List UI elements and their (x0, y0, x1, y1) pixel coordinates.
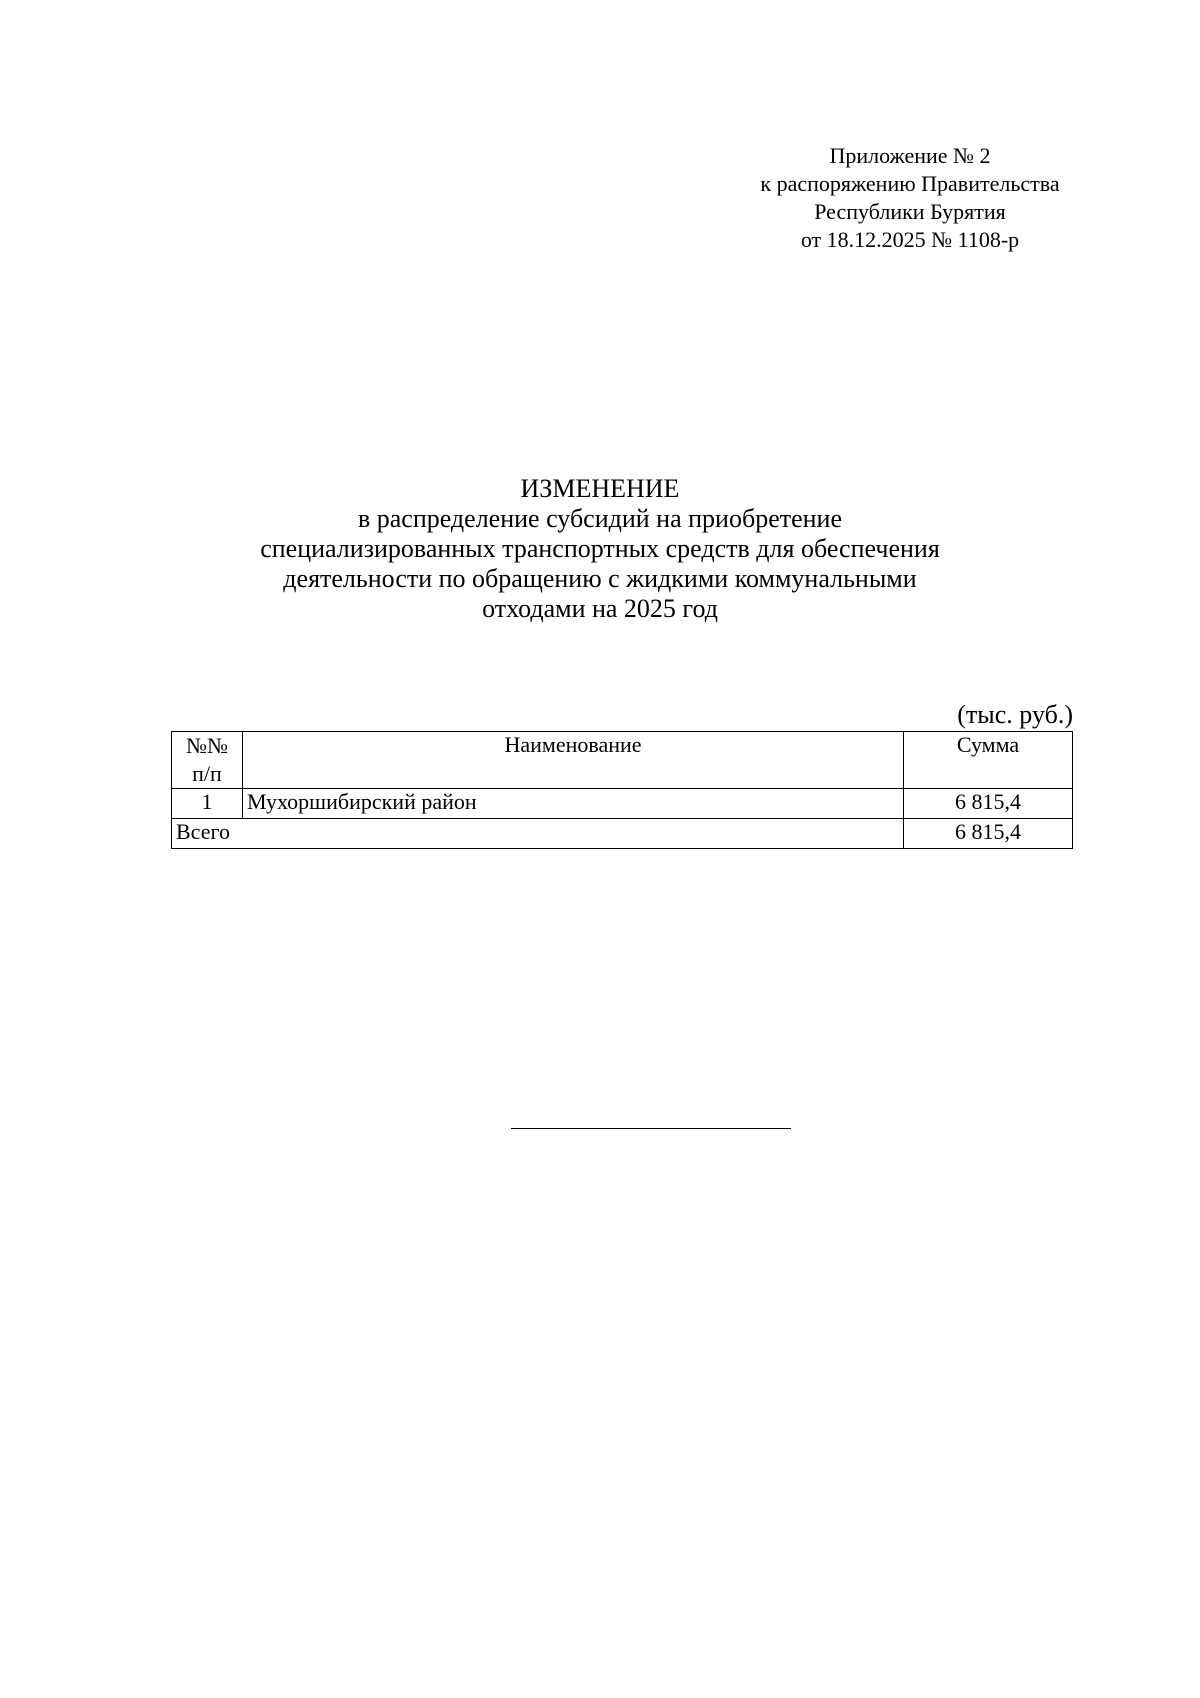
appendix-number: Приложение № 2 (829, 143, 991, 168)
total-label: Всего (172, 819, 904, 849)
units-label: (тыс. руб.) (957, 700, 1073, 729)
header-number (172, 732, 243, 789)
title-line-2: специализированных транспортных средств для обеспечения (260, 534, 940, 563)
table-header-row (172, 732, 1073, 789)
appendix-order-ref: к распоряжению Правительства (760, 171, 1060, 196)
appendix-block (700, 142, 1120, 254)
closing-line (511, 1128, 791, 1129)
header-name: Наименование (243, 732, 904, 789)
title-heading: ИЗМЕНЕНИЕ (520, 474, 680, 503)
table-row (172, 789, 1073, 819)
header-number-line-1: №№ (186, 733, 228, 758)
subsidy-table (171, 731, 1073, 849)
row-sum: 6 815,4 (904, 789, 1073, 819)
title-line-1: в распределение субсидий на приобретение (357, 504, 843, 533)
total-row (172, 819, 1073, 849)
total-sum: 6 815,4 (904, 819, 1073, 849)
appendix-republic: Республики Бурятия (814, 199, 1006, 224)
row-name: Мухоршибирский район (243, 789, 904, 819)
appendix-date-number: от 18.12.2025 № 1108-р (800, 227, 1020, 252)
row-number: 1 (172, 789, 243, 819)
title-line-4: отходами на 2025 год (482, 594, 718, 623)
header-number-line-2: п/п (192, 761, 222, 786)
header-sum: Сумма (904, 732, 1073, 789)
document-title (160, 474, 1040, 624)
title-line-3: деятельности по обращению с жидкими коммунальными (283, 564, 917, 593)
